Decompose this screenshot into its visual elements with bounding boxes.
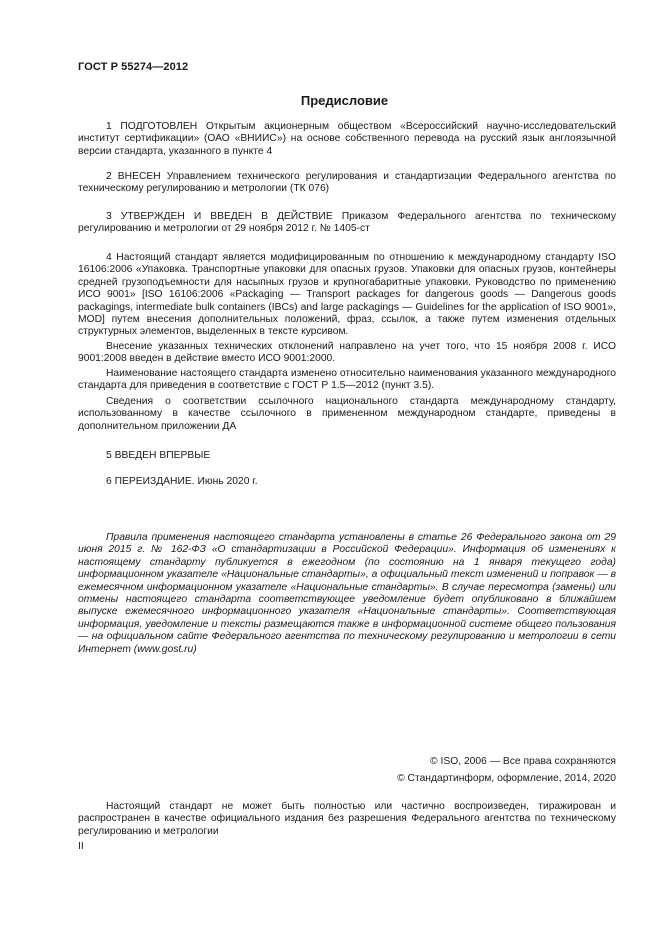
- paragraph-1: 1 ПОДГОТОВЛЕН Открытым акционерным обществом «Всероссийский научно-исследовательский институт сертификации» (ОАО «ВНИИС») на основе собственного перевода на русский язык англоязычной версии стандарта, указанного в пункте 4: [78, 121, 616, 157]
- paragraph-4c: Сведения о соответствии ссылочного национального стандарта международному стандарту, использованному в качестве ссылочного в примененном международном стандарте, приведены в дополнительном приложении ДА: [78, 396, 616, 432]
- reproduction-notice: Настоящий стандарт не может быть полностью или частично воспроизведен, тиражирован и распространен в качестве официального издания без разрешения Федерального агентства по техническому регулированию и метрологии: [78, 801, 616, 837]
- copyright-iso: © ISO, 2006 — Все права сохраняются: [430, 756, 616, 767]
- paragraph-5: 5 ВВЕДЕН ВПЕРВЫЕ: [106, 450, 211, 461]
- page-number: II: [78, 841, 84, 852]
- standard-designation: ГОСТ Р 55274—2012: [78, 61, 189, 73]
- paragraph-2: 2 ВНЕСЕН Управлением технического регулирования и стандартизации Федерального агентства по техническому регулированию и метрологии (ТК 076): [78, 171, 616, 195]
- paragraph-4: 4 Настоящий стандарт является модифицированным по отношению к международному стандарту ISO 16106:2006 «Упаковка. Транспортные упаковки для опасных грузов. Упаковки для опасных грузов, контейнеры средней грузоподъемности для насыпных грузов и крупногабаритные упаковки. Руководство по применению ИСО 9001» [ISO 16106:2006 «Packaging — Transport packages for dangerous goods — Dangerous goods packagings, intermediate bulk containers (IBCs) and large packagings — Guidelines for the application of ISO 9001», MOD] путем внесения дополнительных положений, фраз, ссылок, а также путем изменения отдельных структурных элементов, выделенных в тексте курсивом.: [78, 252, 616, 338]
- paragraph-3: 3 УТВЕРЖДЕН И ВВЕДЕН В ДЕЙСТВИЕ Приказом Федерального агентства по техническому регулированию и метрологии от 29 ноября 2012 г. № 1405-ст: [78, 211, 616, 235]
- page-title: Предисловие: [300, 93, 389, 108]
- paragraph-6: 6 ПЕРЕИЗДАНИЕ. Июнь 2020 г.: [106, 476, 258, 487]
- copyright-publisher: © Стандартинформ, оформление, 2014, 2020: [397, 773, 616, 784]
- paragraph-4a: Внесение указанных технических отклонений направлено на учет того, что 15 ноября 2008 г. ИСО 9001:2008 введен в действие вместо ИСО 9001:2000.: [78, 341, 616, 365]
- standard-notice: Правила применения настоящего стандарта установлены в статье 26 Федерального закона от 29 июня 2015 г. № 162-ФЗ «О стандартизации в Российской Федерации». Информация об изменениях к настоящему стандарту публикуется в ежегодном (по состоянию на 1 января текущего года) информационном указателе «Национальные стандарты», а официальный текст изменений и поправок — в ежемесячном информационном указателе «Национальные стандарты». В случае пересмотра (замены) или отмены настоящего стандарта соответствующее уведомление будет опубликовано в ближайшем выпуске ежемесячного информационного указателя «Национальные стандарты». Соответствующая информация, уведомление и тексты размещаются также в информационной системе общего пользования — на официальном сайте Федерального агентства по техническому регулированию и метрологии в сети Интернет (www.gost.ru): [78, 532, 616, 655]
- paragraph-4b: Наименование настоящего стандарта изменено относительно наименования указанного международного стандарта для приведения в соответствие с ГОСТ Р 1.5—2012 (пункт 3.5).: [78, 368, 616, 392]
